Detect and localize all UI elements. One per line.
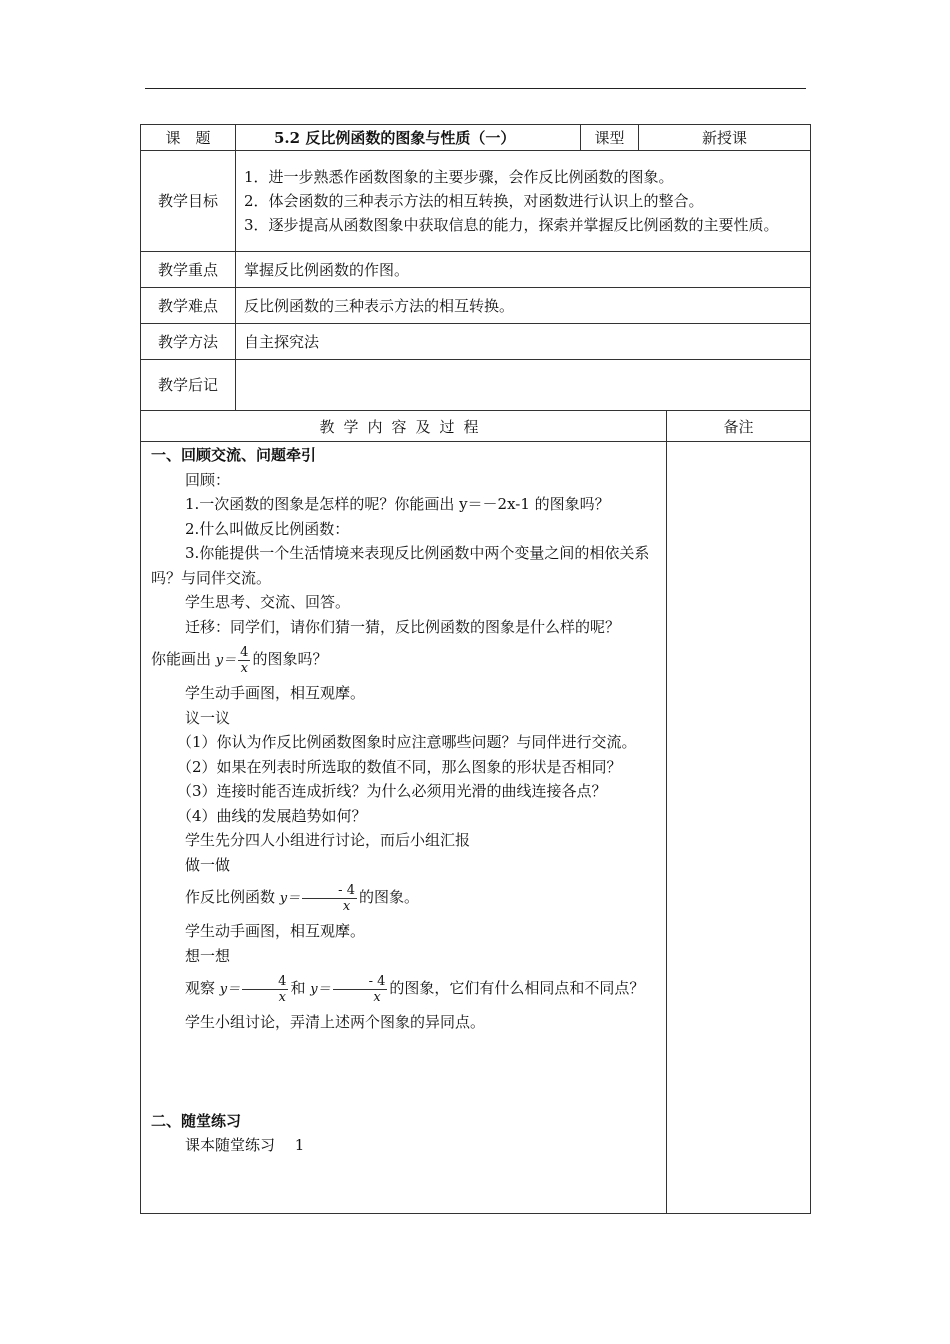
process-body-row — [141, 442, 811, 1214]
review-label: 回顾： — [185, 470, 231, 489]
discuss-2: （2）如果在列表时所选取的数值不同，那么图象的形状是否相同？ — [177, 757, 622, 776]
note-header: 备注 — [667, 411, 811, 442]
fraction-4-over-x — [238, 645, 250, 676]
student-activity-3: 学生动手画图，相互观摩。 — [185, 922, 366, 940]
do-suffix: 的图象。 — [358, 888, 419, 906]
section-review-title: 一、回顾交流、问题牵引 — [151, 446, 317, 464]
think-title: 想一想 — [185, 946, 231, 965]
title-label: 课 题 — [141, 125, 236, 151]
fraction-denominator: x — [240, 660, 248, 676]
row-title — [141, 125, 811, 151]
row-method — [141, 324, 811, 360]
goals-label: 教学目标 — [141, 151, 236, 252]
process-table — [140, 410, 811, 1214]
discuss-3: （3）连接时能否连成折线？为什么必须用光滑的曲线连接各点？ — [177, 782, 607, 800]
key-point-value: 掌握反比例函数的作图。 — [236, 252, 811, 288]
think-suffix: 的图象，它们有什么相同点和不同点？ — [389, 979, 645, 997]
fraction-4-over-x — [242, 974, 288, 1005]
goal-item: 2．体会函数的三种表示方法的相互转换，对函数进行认识上的整合。 — [244, 192, 704, 210]
think-task — [151, 968, 661, 1010]
method-label: 教学方法 — [141, 324, 236, 360]
process-content — [141, 442, 667, 1214]
equation-equals: ＝ — [223, 653, 237, 668]
process-note-cell — [667, 442, 811, 1214]
lesson-title: 5.2 反比例函数的图象与性质（一） — [236, 125, 581, 151]
row-key-point — [141, 252, 811, 288]
fraction-numerator: 4 — [240, 644, 249, 660]
notes-value — [236, 360, 811, 411]
process-header-row — [141, 411, 811, 442]
draw-prefix: 你能画出 — [151, 650, 212, 668]
equation-equals: ＝ — [227, 982, 241, 997]
goals-cell — [236, 151, 811, 252]
equation-y: y — [310, 982, 318, 997]
transfer-question: 迁移：同学们，请你们猜一猜，反比例函数的图象是什么样的呢？ — [185, 617, 621, 636]
key-point-label: 教学重点 — [141, 252, 236, 288]
think-prefix: 观察 — [185, 979, 216, 997]
equation-equals: ＝ — [317, 982, 331, 997]
fraction-neg4-over-x — [302, 883, 357, 914]
difficulty-value: 反比例函数的三种表示方法的相互转换。 — [236, 288, 811, 324]
row-goals — [141, 151, 811, 252]
equation-y: y — [279, 891, 288, 906]
section-practice-title: 二、随堂练习 — [151, 1111, 242, 1130]
student-activity-1: 学生思考、交流、回答。 — [185, 593, 351, 611]
do-prefix: 作反比例函数 — [185, 888, 276, 906]
row-difficulty — [141, 288, 811, 324]
think-and: 和 — [290, 979, 306, 997]
discuss-title: 议一议 — [185, 708, 231, 727]
spacer — [151, 1035, 661, 1109]
do-title: 做一做 — [185, 855, 231, 874]
fraction-denominator: x — [373, 989, 381, 1005]
draw-question — [151, 639, 661, 681]
discuss-1: （1）你认为作反比例函数图象时应注意哪些问题？与同伴进行交流。 — [177, 733, 637, 751]
equation-equals: ＝ — [287, 891, 301, 906]
question-1: 1.一次函数的图象是怎样的呢？你能画出 y＝－2x-1 的图象吗？ — [185, 495, 610, 513]
row-notes — [141, 360, 811, 411]
type-label: 课型 — [581, 125, 639, 151]
fraction-numerator: 4 — [242, 974, 288, 990]
draw-suffix: 的图象吗？ — [252, 650, 328, 668]
fraction-numerator: - 4 — [333, 974, 388, 990]
fraction-denominator: x — [342, 898, 351, 914]
lesson-info-table — [140, 124, 811, 411]
question-2: 2.什么叫做反比例函数： — [185, 519, 350, 538]
fraction-neg4-over-x — [333, 974, 388, 1005]
lesson-type: 新授课 — [639, 125, 811, 151]
group-discussion: 学生先分四人小组进行讨论，而后小组汇报 — [185, 831, 471, 849]
difficulty-label: 教学难点 — [141, 288, 236, 324]
student-activity-4: 学生小组讨论，弄清上述两个图象的异同点。 — [185, 1013, 486, 1031]
method-value: 自主探究法 — [236, 324, 811, 360]
practice-item: 课本随堂练习 1 — [185, 1136, 305, 1154]
top-rule — [145, 88, 806, 89]
discuss-4: （4）曲线的发展趋势如何？ — [177, 806, 367, 825]
fraction-denominator: x — [278, 989, 286, 1005]
student-activity-2: 学生动手画图，相互观摩。 — [185, 684, 366, 702]
goal-item: 1．进一步熟悉作函数图象的主要步骤，会作反比例函数的图象。 — [244, 168, 674, 186]
notes-label: 教学后记 — [141, 360, 236, 411]
question-3: 3.你能提供一个生活情境来表现反比例函数中两个变量之间的相依关系吗？与同伴交流。 — [151, 544, 650, 587]
fraction-numerator: - 4 — [302, 883, 357, 899]
goal-item: 3．逐步提高从函数图象中获取信息的能力，探索并掌握反比例函数的主要性质。 — [244, 216, 779, 234]
equation-y: y — [215, 653, 224, 668]
equation-y: y — [219, 982, 228, 997]
do-task — [151, 877, 661, 919]
content-header: 教学内容及过程 — [141, 411, 667, 442]
